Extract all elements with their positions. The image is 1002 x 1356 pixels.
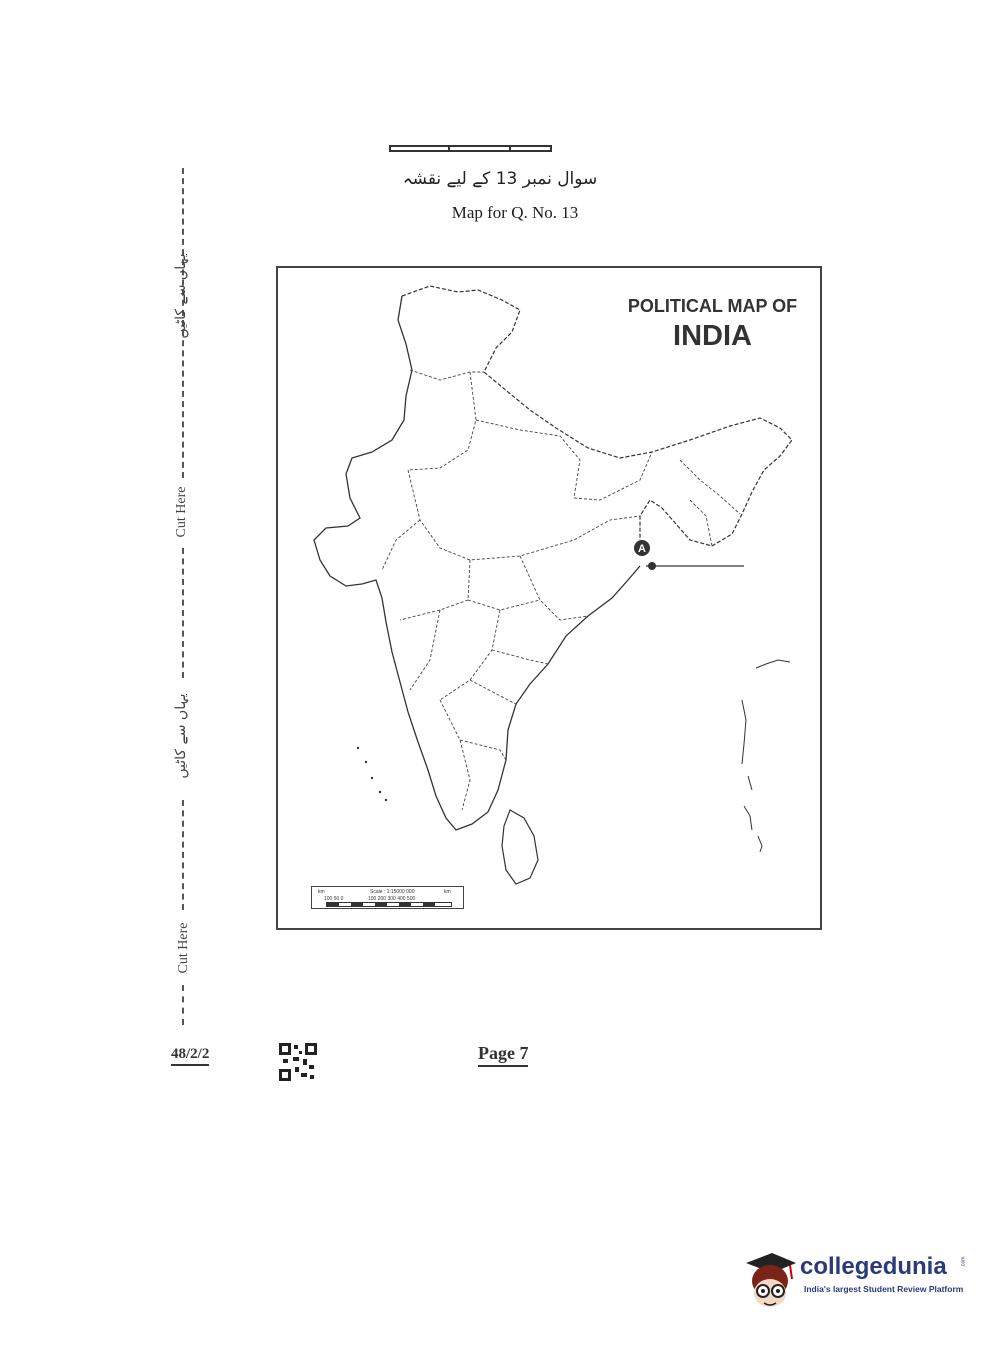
paper-code: 48/2/2 <box>171 1046 209 1066</box>
cut-here-top: Cut Here <box>174 486 189 538</box>
brand-name: collegedunia <box>800 1253 947 1280</box>
state-boundaries <box>382 370 740 810</box>
scale-right-ticks: 100 200 300 400 500 <box>368 896 416 902</box>
india-coastline <box>314 296 640 830</box>
qr-code <box>279 1043 317 1081</box>
urdu-title: سوال نمبر 13 کے لیے نقشہ <box>402 169 598 189</box>
scale-ratio: Scale : 1:15000 000 <box>370 889 415 895</box>
scale-km-right: km <box>444 889 451 895</box>
india-boundary <box>402 286 792 546</box>
cut-here-urdu-bottom: یہاں سے کاٹیں <box>173 693 189 779</box>
cut-line-segment-4 <box>182 985 184 1025</box>
marker-point <box>648 562 656 570</box>
map-question-title: Map for Q. No. 13 <box>451 203 579 222</box>
scale-bar <box>326 902 452 907</box>
scale-km-left: km <box>318 889 325 895</box>
lakshadweep-islands <box>357 747 387 801</box>
cut-line-segment-3 <box>182 800 184 910</box>
sri-lanka-outline <box>502 810 538 884</box>
page-number: Page 7 <box>478 1043 528 1067</box>
cut-line-segment-2 <box>182 548 184 678</box>
collegedunia-logo <box>742 1247 972 1313</box>
cut-here-bottom: Cut Here <box>176 922 191 974</box>
map-title-line1: POLITICAL MAP OF <box>627 296 798 316</box>
map-scale <box>311 886 464 909</box>
cut-here-urdu-top: یہاں سے کاٹیں <box>173 253 189 339</box>
scale-left-ticks: 100 50 0 <box>324 896 344 902</box>
brand-tagline: India's largest Student Review Platform <box>804 1284 964 1294</box>
mascot-icon <box>742 1247 798 1313</box>
marker-a-label: A <box>638 543 646 555</box>
brand-suffix: .com <box>960 1256 967 1268</box>
map-title-line2: INDIA <box>673 320 752 352</box>
andaman-nicobar-islands <box>742 660 790 852</box>
